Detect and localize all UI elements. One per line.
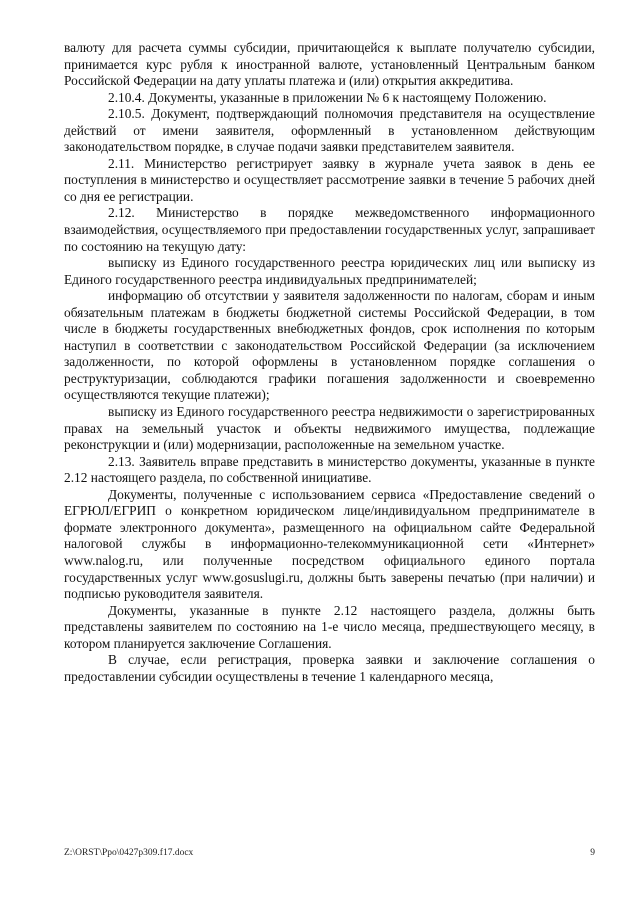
paragraph-subsidy-currency: валюту для расчета суммы субсидии, причитающейся к выплате получателю субсидии, принимается курс рубля к иностранной валюте, установленный Центральным банком Российской Федерации на дату уплаты платежа и (или) открытия аккредитива.	[64, 40, 595, 89]
paragraph-2-11: 2.11. Министерство регистрирует заявку в журнале учета заявок в день ее поступления в министерство и осуществляет рассмотрение заявки в течение 5 рабочих дней со дня ее регистрации.	[64, 155, 595, 204]
paragraph-egrn-extract: выписку из Единого государственного реестра недвижимости о зарегистрированных правах на земельный участок и объекты недвижимого имущества, подлежащие реконструкции и (или) модернизации, расположенные на земельном участке.	[64, 404, 595, 453]
paragraph-2-13: 2.13. Заявитель вправе представить в министерство документы, указанные в пункте 2.12 настоящего раздела, по собственной инициативе.	[64, 453, 595, 486]
paragraph-documents-date: Документы, указанные в пункте 2.12 настоящего раздела, должны быть представлены заявителем по состоянию на 1-е число месяца, предшествующего месяцу, в котором планируется заключение Соглашения.	[64, 602, 595, 651]
paragraph-electronic-documents: Документы, полученные с использованием сервиса «Предоставление сведений о ЕГРЮЛ/ЕГРИП о конкретном юридическом лице/индивидуальном предпринимателе в формате электронного документа», размещенного на официальном сайте Федеральной налоговой службы в информационно-телекоммуникационной сети «Интернет» www.nalog.ru, или полученные посредством официального единого портала государственных услуг www.gosuslugi.ru, должны быть заверены печатью (при наличии) и подписью руководителя заявителя.	[64, 486, 595, 602]
paragraph-tax-debt-info: информацию об отсутствии у заявителя задолженности по налогам, сборам и иным обязательным платежам в бюджеты бюджетной системы Российской Федерации, в том числе в бюджеты государственных внебюджетных фондов, срок исполнения по которым наступил в соответствии с законодательством Российской Федерации (за исключением задолженности, по которой оформлены в установленном порядке соглашения о реструктуризации, соблюдаются графики погашения задолженности и своевременно осуществляются текущие платежи);	[64, 288, 595, 403]
paragraph-egrul-extract: выписку из Единого государственного реестра юридических лиц или выписку из Единого государственного реестра индивидуальных предпринимателей;	[64, 255, 595, 287]
paragraph-2-10-5: 2.10.5. Документ, подтверждающий полномочия представителя на осуществление действий от имени заявителя, оформленный в установленном действующим законодательством порядке, в случае подачи заявки представителем заявителя.	[64, 106, 595, 155]
paragraph-2-12: 2.12. Министерство в порядке межведомственного информационного взаимодействия, осуществляемого при предоставлении государственных услуг, запрашивает по состоянию на текущую дату:	[64, 205, 595, 254]
footer-file-path: Z:\ORST\Ppo\0427p309.f17.docx	[64, 848, 194, 858]
paragraph-registration-case: В случае, если регистрация, проверка заявки и заключение соглашения о предоставлении субсидии осуществлены в течение 1 календарного месяца,	[64, 652, 595, 684]
document-body	[64, 40, 595, 685]
page-number: 9	[590, 848, 595, 858]
paragraph-2-10-4: 2.10.4. Документы, указанные в приложении № 6 к настоящему Положению.	[108, 89, 547, 105]
